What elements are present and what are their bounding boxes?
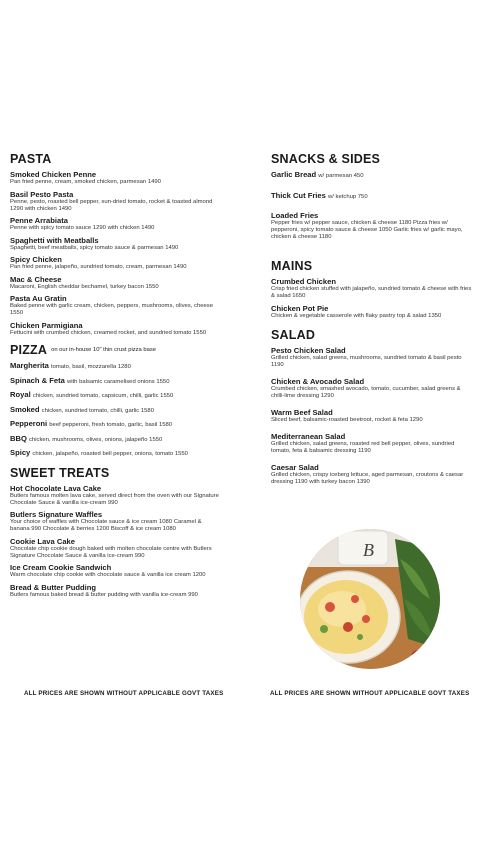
menu-item: Smoked Chicken Penne Pan fried penne, cream, smoked chicken, parmesan 1490	[10, 170, 161, 185]
salad-heading: SALAD	[271, 327, 316, 342]
right-column	[271, 152, 475, 489]
menu-item: Basil Pesto Pasta Penne, pesto, roasted bell pepper, sun-dried tomato, rocket & toasted almond 1290 with chicken 1490	[10, 189, 213, 212]
menu-item: Cookie Lava Cake Chocolate chip cookie dough baked with molten chocolate centre with Butlers Signature Chocolate Sauce & vanilla ice-cream 990	[10, 536, 212, 559]
menu-item: Mac & Cheese Macaroni, English cheddar bechamel, turkey bacon 1550	[10, 274, 159, 290]
menu-item: Crumbed Chicken Crisp fried chicken stuffed with jalapeño, sundried tomato & cheese with fries & salad 1650	[271, 277, 472, 299]
menu-item: Chicken & Avocado Salad Crumbed chicken, smashed avocado, tomato, cucumber, salad greens & chilli-lime dressing 1290	[271, 376, 461, 399]
menu-item: Spaghetti with Meatballs Spaghetti, beef meatballs, spicy tomato sauce & parmesan 1490	[10, 235, 179, 251]
menu-item: Penne Arrabiata Penne with spicy tomato sauce 1290 with chicken 1490	[10, 216, 155, 231]
footer-tax-note-left: ALL PRICES ARE SHOWN WITHOUT APPLICABLE GOVT TAXES	[24, 690, 224, 697]
menu-item: Chicken Parmigiana Fettucini with crumbed chicken, creamed rocket, and sundried tomato 1550	[10, 320, 207, 336]
pasta-list	[10, 170, 222, 337]
menu-item: Ice Cream Cookie Sandwich Warm chocolate chip cookie with chocolate sauce & vanilla ice cream 1200	[10, 563, 206, 579]
snacks-heading: SNACKS & SIDES	[271, 152, 381, 166]
menu-item: Chicken Pot Pie Chicken & vegetable casserole with flaky pastry top & salad 1350	[271, 303, 442, 319]
menu-item: BBQ chicken, mushrooms, olives, onions, jalapeño 1550	[10, 433, 163, 443]
menu-item: Hot Chocolate Lava Cake Butlers famous molten lava cake, served direct from the oven with our Signature Chocolate Sauce & vanilla ice-cream 990	[10, 483, 219, 506]
menu-item: Pepperoni beef pepperoni, fresh tomato, garlic, basil 1580	[10, 419, 173, 429]
pasta-heading: PASTA	[10, 152, 52, 166]
menu-item: Bread & Butter Pudding Butlers famous baked bread & butter pudding with vanilla ice-cream 990	[10, 582, 198, 598]
menu-item: Smoked chicken, sundried tomato, chilli, garlic 1580	[10, 404, 154, 414]
footer-tax-note-right: ALL PRICES ARE SHOWN WITHOUT APPLICABLE GOVT TAXES	[270, 690, 470, 697]
menu-item: Loaded Fries Pepper fries w/ pepper sauce, chicken & cheese 1180 Pizza fries w/ pepperoni, spicy tomato sauce & cheese 1050 Garlic fries w/ garlic mayo, chicken & cheese 1180	[271, 211, 463, 240]
menu-item: Caesar Salad Grilled chicken, crispy iceberg lettuce, aged parmesan, croutons & caesar dressing 1190 with turkey bacon 1390	[271, 462, 464, 485]
pizza-list	[10, 361, 222, 460]
sweet-treats-heading: SWEET TREATS	[10, 465, 110, 480]
mains-list	[271, 277, 475, 320]
menu-item: Garlic Bread w/ parmesan 450	[271, 170, 364, 179]
pizza-subtitle: on our in-house 10" thin crust pizza base	[51, 347, 156, 354]
sweet-treats-list	[10, 484, 222, 599]
salad-list	[271, 346, 475, 486]
menu-item: Mediterranean Salad Grilled chicken, salad greens, roasted red bell pepper, olives, sundried tomato, feta & balsamic dressing 1190	[271, 431, 455, 454]
left-column	[10, 152, 222, 602]
menu-item: Pesto Chicken Salad Grilled chicken, salad greens, mushrooms, sundried tomato & basil pesto 1190	[271, 345, 462, 368]
menu-item: Spinach & Feta with balsamic caramelised onions 1550	[10, 375, 170, 385]
mains-heading: MAINS	[271, 259, 313, 273]
menu-item: Warm Beef Salad Sliced beef, balsamic-roasted beetroot, rocket & feta 1290	[271, 407, 423, 423]
menu-item: Pasta Au Gratin Baked penne with garlic cream, chicken, peppers, mushrooms, olives, cheese 1550	[10, 294, 213, 316]
menu-item: Thick Cut Fries w/ ketchup 750	[271, 190, 368, 200]
menu-item: Spicy chicken, jalapeño, roasted bell pepper, onions, tomato 1550	[10, 448, 188, 458]
menu-item: Margherita tomato, basil, mozzarella 1280	[10, 361, 131, 371]
menu-item: Butlers Signature Waffles Your choice of waffles with Chocolate sauce & ice cream 1080 Caramel & banana 990 Chocolate & berries 1200 Biscoff & ice cream 1080	[10, 510, 202, 533]
pizza-heading: PIZZA on our in-house 10" thin crust pizza base	[10, 342, 156, 357]
snacks-list	[271, 170, 475, 241]
pasta-dish-photo	[300, 529, 440, 669]
plate-logo-b: B	[363, 540, 374, 560]
menu-item: Royal chicken, sundried tomato, capsicum, chilli, garlic 1550	[10, 390, 174, 400]
menu-item: Spicy Chicken Pan fried penne, jalapeño, sundried tomato, cream, parmesan 1490	[10, 255, 187, 270]
